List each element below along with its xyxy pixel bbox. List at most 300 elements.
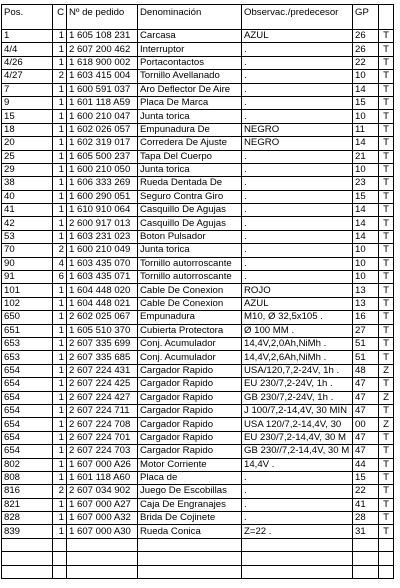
cell-pos: 653 <box>2 351 53 364</box>
cell-observation: . <box>242 485 353 498</box>
cell-quantity <box>53 538 67 551</box>
cell-pos: 4/27 <box>2 70 53 83</box>
cell-designation: Carcasa <box>138 30 242 43</box>
cell-gp: 21 <box>353 150 379 163</box>
cell-quantity: 1 <box>53 378 67 391</box>
cell-designation: Conj. Acumulador <box>138 351 242 364</box>
table-row <box>2 150 394 163</box>
cell-quantity <box>53 565 67 578</box>
table-row <box>2 364 394 377</box>
cell-observation: . <box>242 512 353 525</box>
cell-observation: EU 230/7,2-24V, 1h . <box>242 378 353 391</box>
cell-quantity: 1 <box>53 137 67 150</box>
cell-quantity: 1 <box>53 498 67 511</box>
cell-gp: 27 <box>353 324 379 337</box>
cell-order-number: 1 601 118 A60 <box>67 471 138 484</box>
cell-type: T <box>379 177 394 190</box>
table-row <box>2 445 394 458</box>
table-row <box>2 137 394 150</box>
cell-pos: 15 <box>2 110 53 123</box>
cell-designation: Empunadura <box>138 311 242 324</box>
cell-gp: 26 <box>353 43 379 56</box>
cell-gp: 51 <box>353 351 379 364</box>
cell-type: Z <box>379 418 394 431</box>
cell-designation: Motor Corriente <box>138 458 242 471</box>
table-row <box>2 204 394 217</box>
cell-order-number: 1 606 333 269 <box>67 177 138 190</box>
cell-quantity: 1 <box>53 445 67 458</box>
cell-designation: Aro Deflector De Aire <box>138 83 242 96</box>
cell-order-number: 1 607 000 A32 <box>67 512 138 525</box>
cell-designation: Cargador Rapido <box>138 418 242 431</box>
cell-designation: Tornillo autorroscante <box>138 271 242 284</box>
cell-quantity: 1 <box>53 110 67 123</box>
cell-quantity: 1 <box>53 364 67 377</box>
cell-pos: 654 <box>2 445 53 458</box>
table-row <box>2 177 394 190</box>
cell-observation: USA 120/7,2-14,4V, 30 <box>242 418 353 431</box>
cell-pos: 839 <box>2 525 53 538</box>
table-row <box>2 404 394 417</box>
cell-quantity: 1 <box>53 391 67 404</box>
cell-observation: . <box>242 498 353 511</box>
cell-gp: 51 <box>353 337 379 350</box>
cell-observation: GB 230/7,2-24V, 1h . <box>242 391 353 404</box>
header-row <box>2 5 394 30</box>
cell-type: T <box>379 163 394 176</box>
cell-quantity: 1 <box>53 43 67 56</box>
cell-type: Z <box>379 364 394 377</box>
cell-pos: 828 <box>2 512 53 525</box>
cell-type: T <box>379 458 394 471</box>
cell-observation: . <box>242 204 353 217</box>
cell-type: T <box>379 43 394 56</box>
cell-type: T <box>379 525 394 538</box>
cell-pos: 9 <box>2 96 53 109</box>
cell-type: T <box>379 204 394 217</box>
cell-observation: Ø 100 MM . <box>242 324 353 337</box>
cell-gp <box>353 552 379 565</box>
table-row <box>2 163 394 176</box>
cell-quantity: 1 <box>53 163 67 176</box>
cell-designation: Tapa Del Cuerpo <box>138 150 242 163</box>
cell-order-number: 1 607 000 A26 <box>67 458 138 471</box>
cell-designation: Cubierta Protectora <box>138 324 242 337</box>
table-row <box>2 271 394 284</box>
table-row <box>2 43 394 56</box>
table-row <box>2 552 394 565</box>
cell-observation: . <box>242 163 353 176</box>
cell-observation: . <box>242 70 353 83</box>
cell-type: T <box>379 123 394 136</box>
cell-designation: Cargador Rapido <box>138 378 242 391</box>
cell-type: T <box>379 337 394 350</box>
cell-order-number: 1 600 210 047 <box>67 110 138 123</box>
cell-observation: . <box>242 230 353 243</box>
cell-designation: Seguro Contra Giro <box>138 190 242 203</box>
table-row <box>2 284 394 297</box>
cell-gp: 47 <box>353 391 379 404</box>
cell-gp: 00 <box>353 418 379 431</box>
cell-order-number: 1 603 415 004 <box>67 70 138 83</box>
table-row <box>2 30 394 43</box>
cell-order-number: 1 603 435 071 <box>67 271 138 284</box>
cell-designation: Casquillo De Agujas <box>138 217 242 230</box>
cell-order-number: 1 604 448 020 <box>67 284 138 297</box>
cell-observation: 14,4V,2,0Ah,NiMh . <box>242 337 353 350</box>
cell-pos: 650 <box>2 311 53 324</box>
cell-pos: 53 <box>2 230 53 243</box>
cell-gp: 10 <box>353 271 379 284</box>
cell-quantity: 2 <box>53 70 67 83</box>
cell-quantity: 4 <box>53 257 67 270</box>
cell-type: T <box>379 137 394 150</box>
cell-order-number: 1 602 319 017 <box>67 137 138 150</box>
cell-observation: . <box>242 110 353 123</box>
table-row <box>2 337 394 350</box>
table-row <box>2 311 394 324</box>
table-row <box>2 123 394 136</box>
cell-gp: 10 <box>353 244 379 257</box>
cell-designation: Casquillo De Agujas <box>138 204 242 217</box>
cell-designation: Tornillo Avellanado <box>138 70 242 83</box>
cell-pos: 20 <box>2 137 53 150</box>
cell-gp: 15 <box>353 190 379 203</box>
cell-quantity: 1 <box>53 30 67 43</box>
cell-order-number: 2 607 034 902 <box>67 485 138 498</box>
cell-order-number: 2 607 200 462 <box>67 43 138 56</box>
cell-observation <box>242 565 353 578</box>
table-row <box>2 244 394 257</box>
header-pos: Pos. <box>2 5 53 30</box>
header-type <box>379 5 394 30</box>
table-row <box>2 257 394 270</box>
cell-type <box>379 565 394 578</box>
parts-list-table <box>1 4 394 579</box>
cell-designation: Rueda Dentada De <box>138 177 242 190</box>
cell-pos: 816 <box>2 485 53 498</box>
cell-designation: Portacontactos <box>138 56 242 69</box>
cell-pos: 654 <box>2 364 53 377</box>
cell-quantity: 1 <box>53 190 67 203</box>
cell-gp <box>353 538 379 551</box>
cell-order-number: 2 607 335 699 <box>67 337 138 350</box>
table-row <box>2 525 394 538</box>
cell-designation: Juego De Escobillas <box>138 485 242 498</box>
cell-type <box>379 552 394 565</box>
cell-type: T <box>379 30 394 43</box>
cell-type: T <box>379 284 394 297</box>
cell-quantity: 1 <box>53 83 67 96</box>
cell-quantity: 1 <box>53 351 67 364</box>
cell-observation: . <box>242 56 353 69</box>
cell-gp: 10 <box>353 70 379 83</box>
cell-designation: Corredera De Ajuste <box>138 137 242 150</box>
cell-order-number <box>67 538 138 551</box>
cell-quantity: 1 <box>53 217 67 230</box>
cell-designation: Caja De Engranajes <box>138 498 242 511</box>
cell-observation: AZUL <box>242 297 353 310</box>
cell-order-number: 1 603 435 070 <box>67 257 138 270</box>
cell-type: T <box>379 271 394 284</box>
cell-type: T <box>379 217 394 230</box>
cell-designation: Cable De Conexion <box>138 297 242 310</box>
table-row <box>2 324 394 337</box>
cell-pos: 90 <box>2 257 53 270</box>
cell-type: T <box>379 512 394 525</box>
cell-observation: 14,4V . <box>242 458 353 471</box>
cell-gp: 44 <box>353 458 379 471</box>
cell-quantity: 1 <box>53 150 67 163</box>
cell-quantity <box>53 552 67 565</box>
cell-pos: 808 <box>2 471 53 484</box>
cell-gp: 15 <box>353 471 379 484</box>
cell-quantity: 1 <box>53 230 67 243</box>
cell-pos: 25 <box>2 150 53 163</box>
cell-gp: 41 <box>353 498 379 511</box>
cell-observation: . <box>242 177 353 190</box>
cell-pos <box>2 565 53 578</box>
cell-type: T <box>379 311 394 324</box>
cell-designation: Junta torica <box>138 110 242 123</box>
cell-type <box>379 538 394 551</box>
cell-type: T <box>379 230 394 243</box>
cell-type: T <box>379 445 394 458</box>
cell-observation: M10, Ø 32,5x105 . <box>242 311 353 324</box>
cell-order-number: 2 607 224 703 <box>67 445 138 458</box>
cell-pos: 7 <box>2 83 53 96</box>
cell-designation: Boton Pulsador <box>138 230 242 243</box>
cell-gp: 14 <box>353 217 379 230</box>
table-row <box>2 471 394 484</box>
cell-pos: 40 <box>2 190 53 203</box>
cell-order-number: 1 605 500 237 <box>67 150 138 163</box>
cell-observation: . <box>242 244 353 257</box>
cell-quantity: 1 <box>53 418 67 431</box>
cell-pos: 29 <box>2 163 53 176</box>
cell-order-number: 2 607 224 431 <box>67 364 138 377</box>
cell-order-number: 1 607 000 A30 <box>67 525 138 538</box>
cell-designation: Cargador Rapido <box>138 391 242 404</box>
cell-gp: 23 <box>353 177 379 190</box>
cell-pos: 4/4 <box>2 43 53 56</box>
cell-pos: 654 <box>2 418 53 431</box>
cell-designation: Rueda Conica <box>138 525 242 538</box>
cell-designation: Tornillo autorroscante <box>138 257 242 270</box>
cell-quantity: 1 <box>53 404 67 417</box>
cell-order-number: 1 604 448 021 <box>67 297 138 310</box>
cell-type: T <box>379 70 394 83</box>
cell-gp: 28 <box>353 512 379 525</box>
table-row <box>2 297 394 310</box>
cell-designation <box>138 552 242 565</box>
cell-order-number <box>67 552 138 565</box>
cell-type: T <box>379 351 394 364</box>
cell-designation <box>138 538 242 551</box>
cell-observation: . <box>242 471 353 484</box>
cell-type: T <box>379 56 394 69</box>
cell-order-number: 1 600 290 051 <box>67 190 138 203</box>
cell-order-number: 1 605 108 231 <box>67 30 138 43</box>
cell-pos: 102 <box>2 297 53 310</box>
cell-gp: 47 <box>353 378 379 391</box>
table-row <box>2 418 394 431</box>
cell-pos: 654 <box>2 431 53 444</box>
cell-order-number: 1 602 026 057 <box>67 123 138 136</box>
cell-order-number <box>67 565 138 578</box>
cell-designation: Junta torica <box>138 163 242 176</box>
cell-designation: Empunadura De <box>138 123 242 136</box>
cell-type: T <box>379 297 394 310</box>
table-row <box>2 378 394 391</box>
table-row <box>2 230 394 243</box>
cell-order-number: 1 610 910 064 <box>67 204 138 217</box>
cell-order-number: 1 601 118 A59 <box>67 96 138 109</box>
cell-pos: 101 <box>2 284 53 297</box>
table-row <box>2 83 394 96</box>
cell-pos <box>2 538 53 551</box>
header-observation: Observac./predecesor <box>242 5 353 30</box>
cell-pos: 654 <box>2 404 53 417</box>
cell-observation: . <box>242 150 353 163</box>
cell-quantity: 1 <box>53 56 67 69</box>
cell-pos: 38 <box>2 177 53 190</box>
cell-pos: 1 <box>2 30 53 43</box>
cell-designation: Cargador Rapido <box>138 364 242 377</box>
cell-observation: . <box>242 43 353 56</box>
cell-gp: 47 <box>353 445 379 458</box>
cell-gp <box>353 565 379 578</box>
cell-order-number: 1 603 231 023 <box>67 230 138 243</box>
cell-pos <box>2 552 53 565</box>
cell-gp: 14 <box>353 137 379 150</box>
cell-quantity: 1 <box>53 297 67 310</box>
header-order-number: Nº de pedido <box>67 5 138 30</box>
cell-quantity: 6 <box>53 271 67 284</box>
table-header <box>2 5 394 30</box>
cell-type: T <box>379 404 394 417</box>
cell-pos: 42 <box>2 217 53 230</box>
cell-order-number: 1 618 900 002 <box>67 56 138 69</box>
cell-quantity: 1 <box>53 471 67 484</box>
table-row <box>2 458 394 471</box>
cell-pos: 91 <box>2 271 53 284</box>
cell-gp: 48 <box>353 364 379 377</box>
cell-order-number: 1 600 591 037 <box>67 83 138 96</box>
cell-type: T <box>379 190 394 203</box>
table-row <box>2 110 394 123</box>
table-body <box>2 30 394 579</box>
cell-observation: . <box>242 96 353 109</box>
cell-order-number: 2 607 224 708 <box>67 418 138 431</box>
cell-observation: Z=22 . <box>242 525 353 538</box>
cell-order-number: 2 607 335 685 <box>67 351 138 364</box>
cell-quantity: 1 <box>53 96 67 109</box>
cell-gp: 22 <box>353 485 379 498</box>
cell-gp: 47 <box>353 431 379 444</box>
cell-type: T <box>379 96 394 109</box>
cell-designation: Placa de <box>138 471 242 484</box>
cell-observation: USA/120,7,2-24V, 1h . <box>242 364 353 377</box>
cell-order-number: 2 602 025 067 <box>67 311 138 324</box>
table-row <box>2 538 394 551</box>
cell-order-number: 2 607 224 711 <box>67 404 138 417</box>
cell-pos: 654 <box>2 391 53 404</box>
cell-observation: GB 230//7,2-14,4V, 30 M <box>242 445 353 458</box>
cell-gp: 47 <box>353 404 379 417</box>
cell-pos: 70 <box>2 244 53 257</box>
cell-type: Z <box>379 391 394 404</box>
cell-quantity: 1 <box>53 311 67 324</box>
cell-pos: 651 <box>2 324 53 337</box>
cell-designation: Cargador Rapido <box>138 431 242 444</box>
cell-type: T <box>379 150 394 163</box>
cell-designation: Cable De Conexion <box>138 284 242 297</box>
table-row <box>2 190 394 203</box>
table-row <box>2 70 394 83</box>
cell-order-number: 2 607 224 701 <box>67 431 138 444</box>
table-row <box>2 485 394 498</box>
cell-gp: 14 <box>353 204 379 217</box>
header-designation: Denominación <box>138 5 242 30</box>
cell-quantity: 1 <box>53 324 67 337</box>
cell-gp: 22 <box>353 56 379 69</box>
cell-gp: 13 <box>353 284 379 297</box>
cell-type: T <box>379 324 394 337</box>
cell-observation: . <box>242 271 353 284</box>
cell-pos: 653 <box>2 337 53 350</box>
cell-quantity: 1 <box>53 431 67 444</box>
cell-gp: 10 <box>353 257 379 270</box>
table-row <box>2 217 394 230</box>
cell-observation: EU 230/7,2-14,4V, 30 M <box>242 431 353 444</box>
cell-order-number: 1 600 210 050 <box>67 163 138 176</box>
cell-quantity: 1 <box>53 123 67 136</box>
table-row <box>2 96 394 109</box>
cell-order-number: 1 607 000 A27 <box>67 498 138 511</box>
cell-gp: 31 <box>353 525 379 538</box>
cell-observation: . <box>242 257 353 270</box>
cell-quantity: 1 <box>53 458 67 471</box>
cell-type: T <box>379 431 394 444</box>
cell-gp: 14 <box>353 83 379 96</box>
table-row <box>2 565 394 578</box>
cell-order-number: 1 605 510 370 <box>67 324 138 337</box>
cell-gp: 10 <box>353 163 379 176</box>
cell-designation: Brida De Cojinete <box>138 512 242 525</box>
cell-order-number: 2 607 224 425 <box>67 378 138 391</box>
cell-designation: Conj. Acumulador <box>138 337 242 350</box>
cell-type: T <box>379 83 394 96</box>
cell-type: T <box>379 257 394 270</box>
cell-observation: NEGRO <box>242 123 353 136</box>
cell-pos: 802 <box>2 458 53 471</box>
cell-observation: NEGRO <box>242 137 353 150</box>
cell-quantity: 1 <box>53 337 67 350</box>
cell-quantity: 2 <box>53 244 67 257</box>
cell-observation: . <box>242 190 353 203</box>
cell-quantity: 1 <box>53 284 67 297</box>
cell-designation: Cargador Rapido <box>138 404 242 417</box>
table-row <box>2 498 394 511</box>
cell-designation: Interruptor <box>138 43 242 56</box>
table-row <box>2 351 394 364</box>
cell-type: T <box>379 471 394 484</box>
cell-order-number: 1 600 210 049 <box>67 244 138 257</box>
cell-quantity: 1 <box>53 177 67 190</box>
cell-designation: Placa De Marca <box>138 96 242 109</box>
header-quantity: C <box>53 5 67 30</box>
